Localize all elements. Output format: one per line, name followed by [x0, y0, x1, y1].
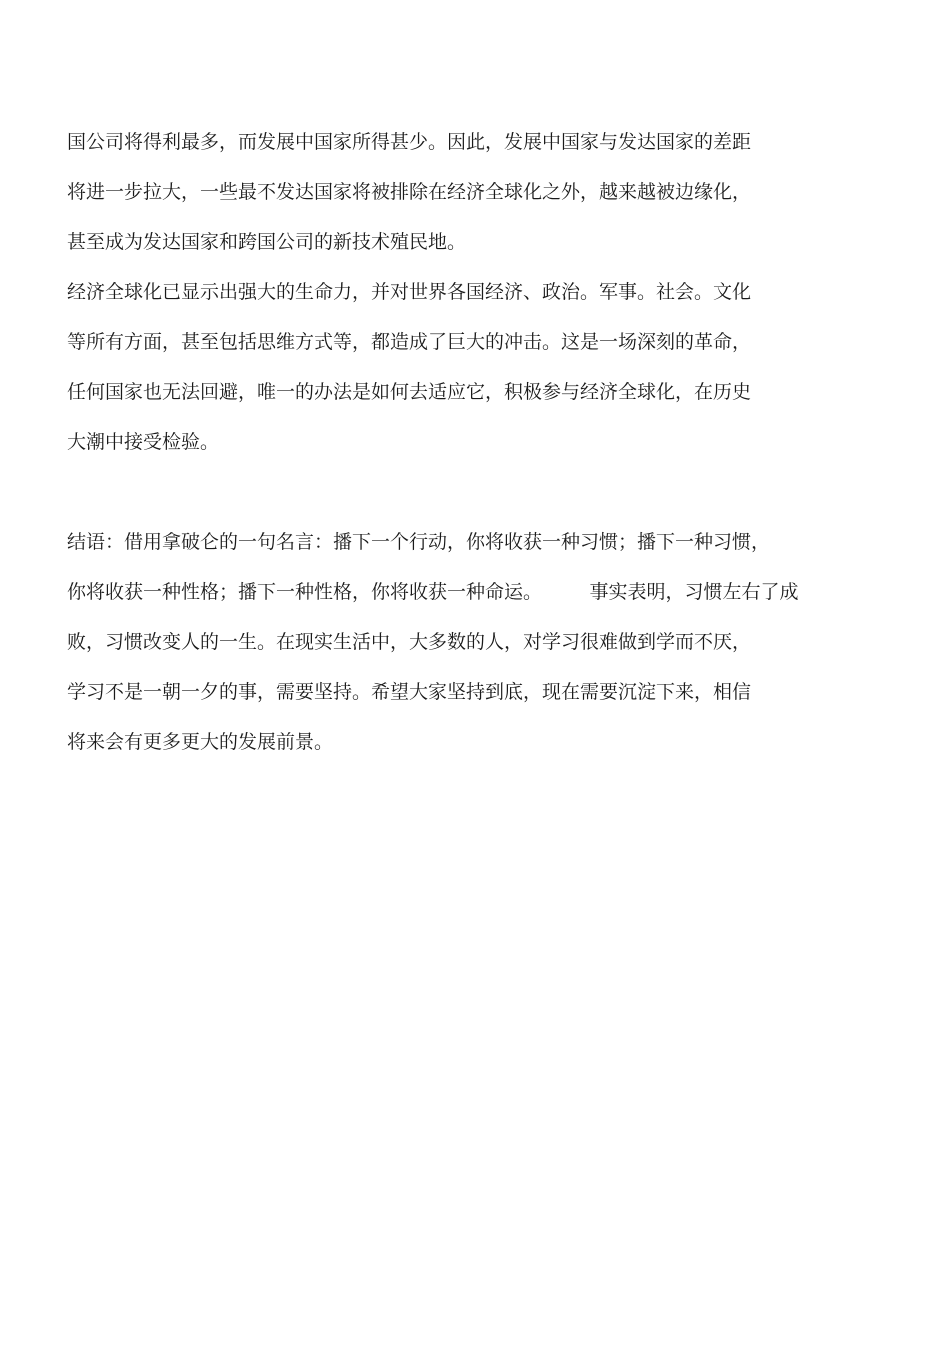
paragraph-line: 将进一步拉大，一些最不发达国家将被排除在经济全球化之外，越来越被边缘化，: [67, 181, 752, 203]
paragraph-line: 败，习惯改变人的一生。在现实生活中，大多数的人，对学习很难做到学而不厌，: [67, 631, 752, 653]
paragraph-line: 将来会有更多更大的发展前景。: [67, 731, 334, 753]
paragraph-line: 等所有方面，甚至包括思维方式等，都造成了巨大的冲击。这是一场深刻的革命，: [67, 331, 752, 353]
paragraph-line: 国公司将得利最多，而发展中国家所得甚少。因此，发展中国家与发达国家的差距: [67, 131, 752, 153]
paragraph-line: 大潮中接受检验。: [67, 431, 220, 453]
paragraph-line: 甚至成为发达国家和跨国公司的新技术殖民地。: [67, 231, 467, 253]
paragraph-line: 结语：借用拿破仑的一句名言：播下一个行动，你将收获一种习惯；播下一种习惯，: [67, 531, 771, 553]
paragraph-line: 经济全球化已显示出强大的生命力，并对世界各国经济、政治。军事。社会。文化: [67, 281, 752, 303]
paragraph-line: 任何国家也无法回避，唯一的办法是如何去适应它，积极参与经济全球化，在历史: [67, 381, 752, 403]
paragraph-line: 学习不是一朝一夕的事，需要坚持。希望大家坚持到底，现在需要沉淀下来，相信: [67, 681, 752, 703]
paragraph-line: 你将收获一种性格；播下一种性格，你将收获一种命运。 事实表明，习惯左右了成: [67, 581, 799, 603]
